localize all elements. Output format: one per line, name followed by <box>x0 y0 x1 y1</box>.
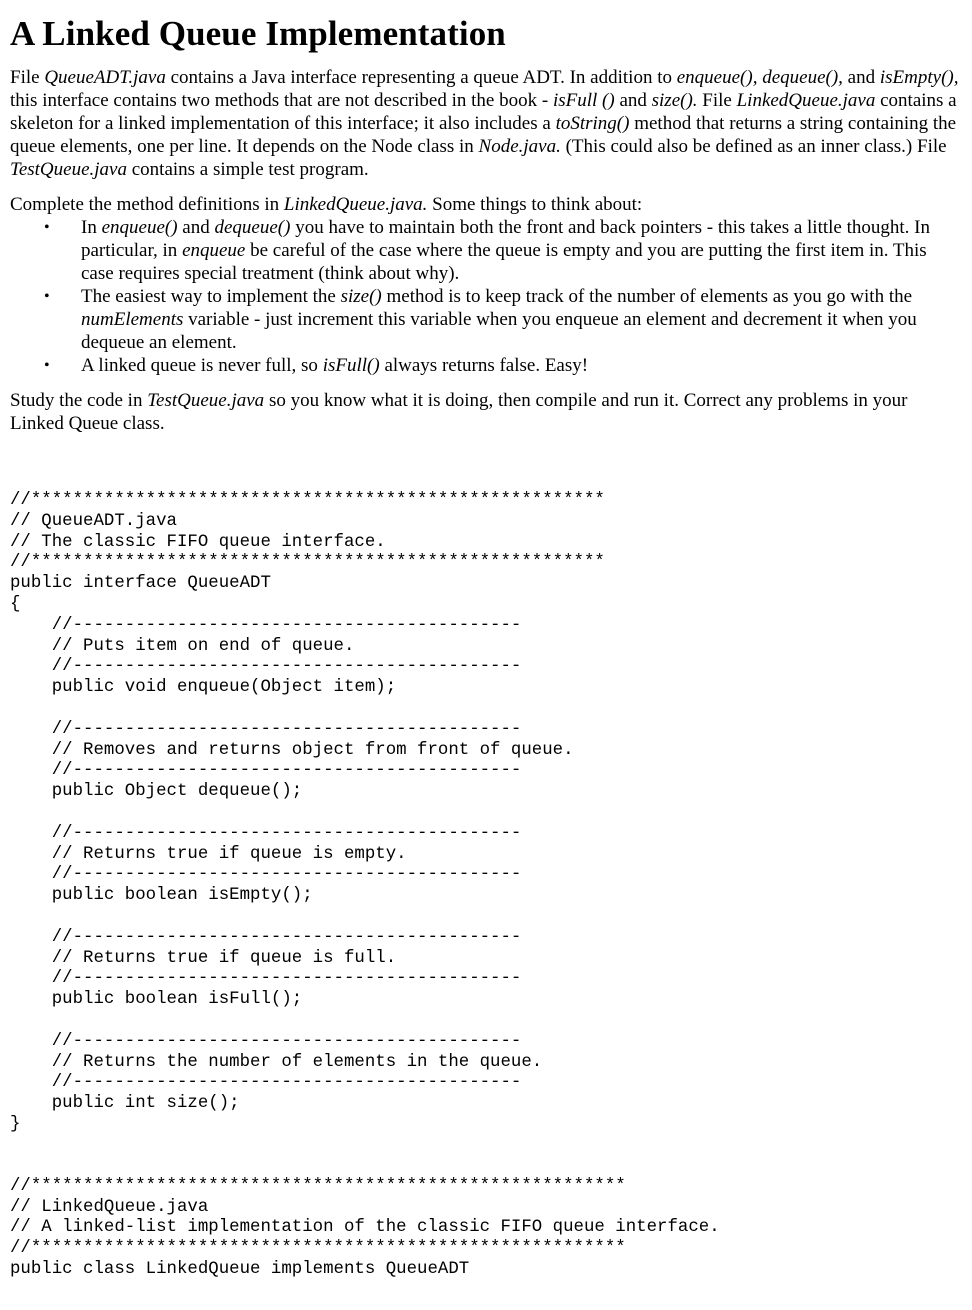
document-page <box>10 0 960 1281</box>
queueadt-code-listing: //******************************************************* // QueueADT.java // The classic FIFO queue interface. //******************************************************* public interface QueueADT { //------------------------------------------- // Puts item on end of queue. //------------------------------------------- public void enqueue(Object item); //------------------------------------------- // Removes and returns object from front of queue. //------------------------------------------- public Object dequeue(); //------------------------------------------- // Returns true if queue is empty. //------------------------------------------- public boolean isEmpty(); //------------------------------------------- // Returns true if queue is full. //------------------------------------------- public boolean isFull(); //------------------------------------------- // Returns the number of elements in the queue. //------------------------------------------- public int size(); } <box>10 491 605 1134</box>
italic-term: LinkedQueue.java. <box>283 194 428 215</box>
italic-term: numElements <box>81 309 184 330</box>
italic-term: toString() <box>555 113 630 134</box>
bullet-icon: • <box>44 219 50 236</box>
italic-term: Node.java. <box>478 136 561 157</box>
italic-term: isFull () <box>552 90 615 111</box>
tip-item <box>10 216 960 285</box>
italic-term: enqueue <box>182 240 246 261</box>
tip-text: In enqueue() and dequeue() you have to maintain both the front and back pointers - this takes a little thought. In particular, in enqueue be careful of the case where the queue is empty and you are putting the first item in. This case requires special treatment (think about why). <box>81 217 930 284</box>
italic-term: enqueue(), dequeue(), <box>676 67 843 88</box>
tip-item <box>10 285 960 354</box>
study-paragraph: Study the code in TestQueue.java so you know what it is doing, then compile and run it. Correct any problems in your Linked Queue class. <box>10 390 908 434</box>
instructions-paragraph: Complete the method definitions in LinkedQueue.java. Some things to think about: <box>10 194 643 215</box>
tip-item <box>10 354 960 377</box>
intro-paragraph: File QueueADT.java contains a Java interface representing a queue ADT. In addition to enqueue(), dequeue(), and isEmpty(), this interface contains two methods that are not described in the book - isFull () and size(). File LinkedQueue.java contains a skeleton for a linked implementation of this interface; it also includes a toString() method that returns a string containing the queue elements, one per line. It depends on the Node class in Node.java. (This could also be defined as an inner class.) File TestQueue.java contains a simple test program. <box>10 67 959 180</box>
tip-text: A linked queue is never full, so isFull() always returns false. Easy! <box>81 355 589 376</box>
linkedqueue-code-listing: //********************************************************* // LinkedQueue.java // A linked-list implementation of the classic FIFO queue interface. //********************************************************* public class LinkedQueue implements QueueADT <box>10 1176 720 1279</box>
italic-term: size() <box>340 286 382 307</box>
italic-term: enqueue() <box>101 217 178 238</box>
italic-term: TestQueue.java <box>10 159 127 180</box>
italic-term: TestQueue.java <box>147 390 265 411</box>
italic-term: dequeue() <box>214 217 291 238</box>
italic-term: isFull() <box>322 355 380 376</box>
italic-term: QueueADT.java <box>44 67 166 88</box>
italic-term: size(). <box>651 90 698 111</box>
bullet-icon: • <box>44 357 50 374</box>
bullet-icon: • <box>44 288 50 305</box>
italic-term: LinkedQueue.java <box>736 90 876 111</box>
italic-term: isEmpty(), <box>879 67 959 88</box>
tips-list <box>10 216 960 377</box>
tip-text: The easiest way to implement the size() method is to keep track of the number of elements as you go with the numElements variable - just increment this variable when you enqueue an element and decrement it when you dequeue an element. <box>81 286 917 353</box>
page-title: A Linked Queue Implementation <box>10 14 506 53</box>
